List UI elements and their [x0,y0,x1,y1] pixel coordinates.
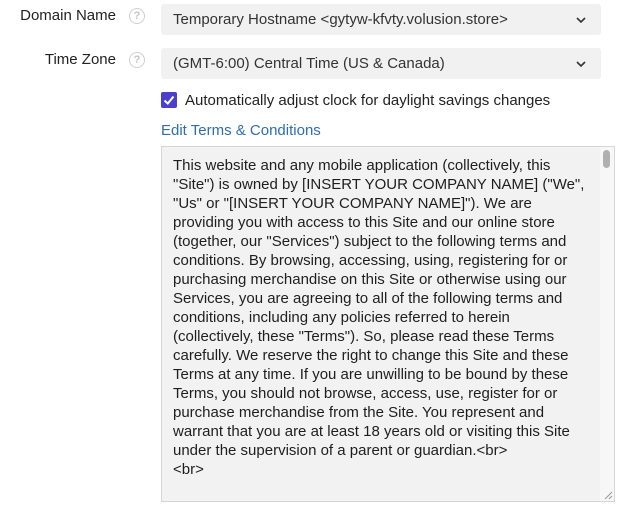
dst-checkbox[interactable] [161,92,177,108]
time-zone-value: (GMT-6:00) Central Time (US & Canada) [173,55,445,72]
domain-help-icon[interactable]: ? [129,8,145,24]
dst-checkbox-label[interactable]: Automatically adjust clock for daylight savings changes [185,92,551,109]
chevron-down-icon [575,58,587,70]
chevron-down-icon [575,14,587,26]
resize-grip-icon[interactable] [603,490,613,500]
domain-name-label: Domain Name [20,7,116,24]
timezone-help-icon[interactable]: ? [129,52,145,68]
checkmark-icon [161,92,177,108]
terms-textarea[interactable] [161,146,615,502]
edit-terms-link[interactable]: Edit Terms & Conditions [161,122,321,139]
time-zone-label: Time Zone [44,51,116,68]
time-zone-select[interactable] [161,48,601,79]
terms-content: This website and any mobile application (collectively, this "Site") is owned by [INSERT YOUR COMPANY NAME] ("We", "Us" or "[INSERT YOUR COMPANY NAME]"). We are providing you with access to this Site and our online store (together, our "Services") subject to the following terms and conditions. By browsing, accessing, using, registering for or purchasing merchandise on this Site or otherwise using our Services, you are agreeing to all of the following terms and conditions, including any policies referred to herein (collectively, these "Terms"). So, please read these Terms carefully. We reserve the right to change this Site and these Terms at any time. If you are unwilling to be bound by these Terms, you should not browse, access, use, register for or purchase merchandise from the Site. You represent and warrant that you are at least 18 years old or visiting this Site under the supervision of a parent or guardian.<br> <br> [173,157,585,478]
scrollbar-thumb[interactable] [603,150,610,168]
domain-name-value: Temporary Hostname <gytyw-kfvty.volusion.store> [173,11,508,28]
domain-name-select[interactable] [161,4,601,35]
textarea-scrollbar[interactable] [600,147,614,501]
